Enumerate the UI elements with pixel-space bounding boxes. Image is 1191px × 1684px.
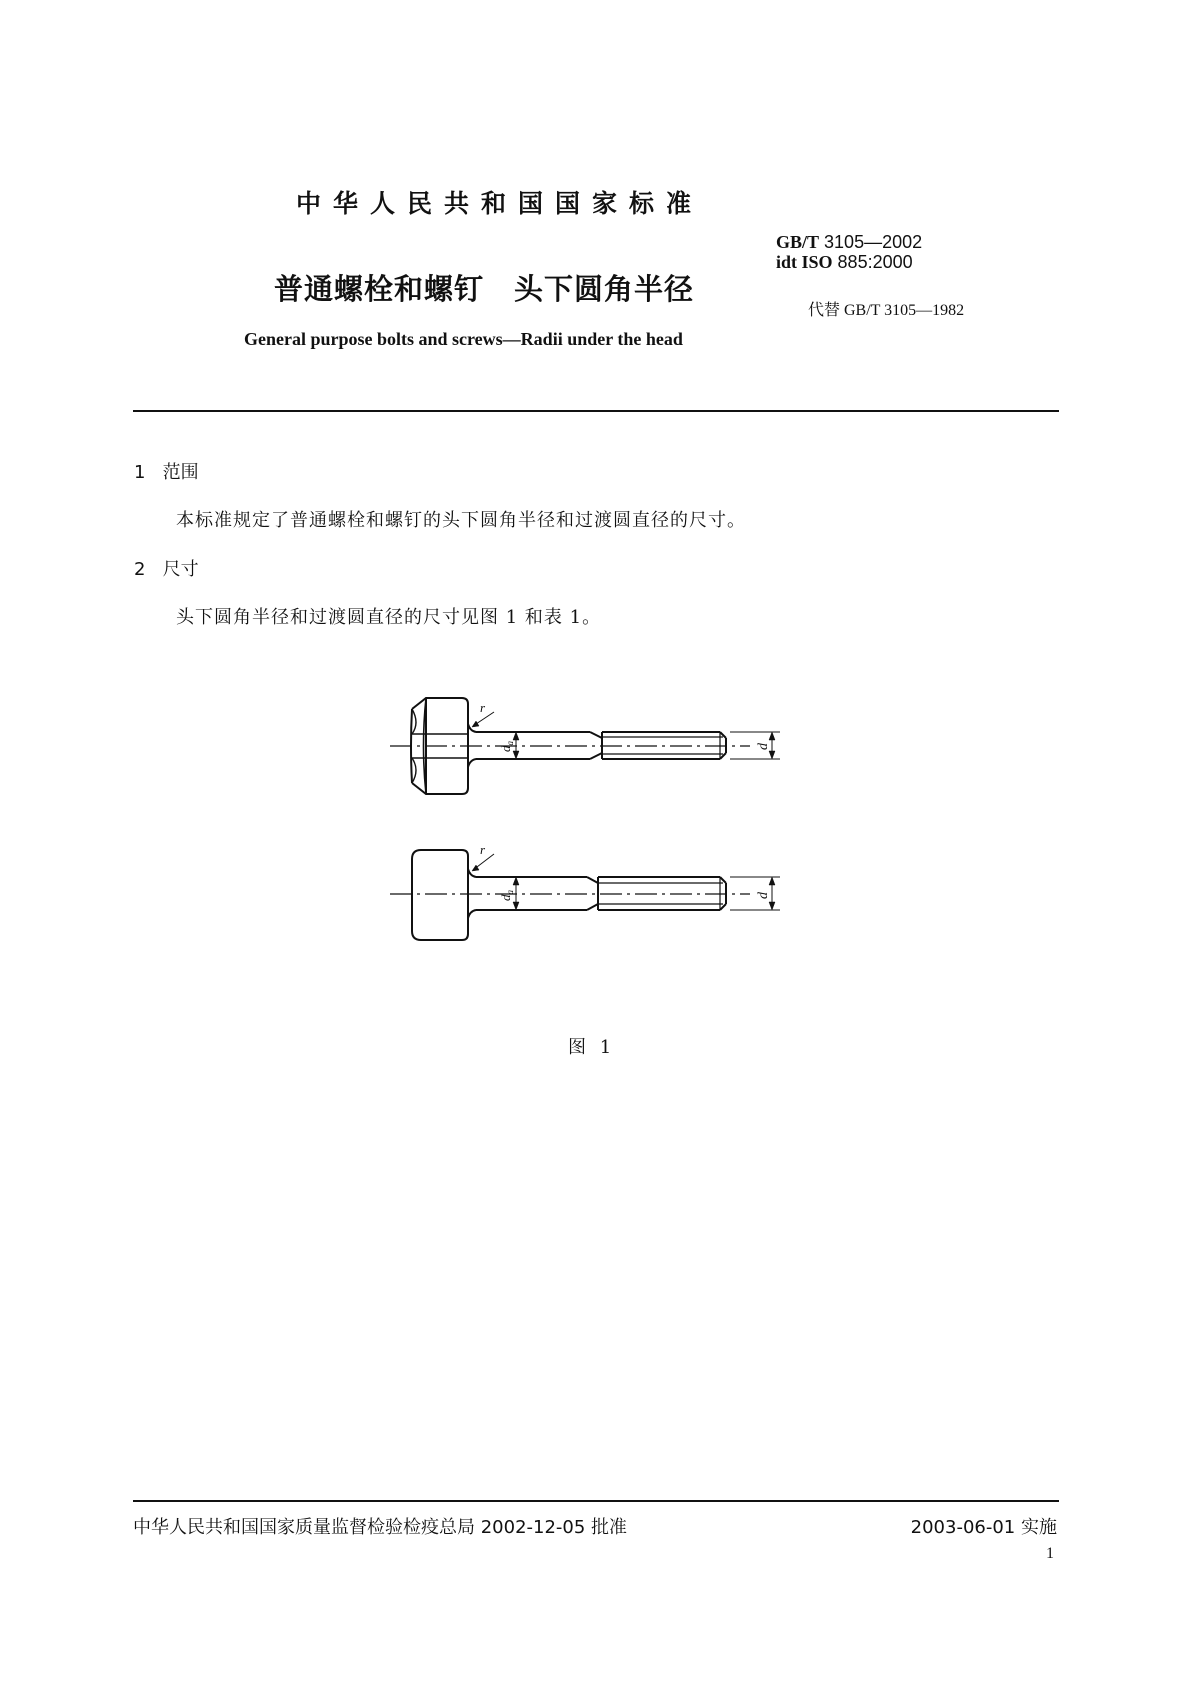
page-number: 1 bbox=[1046, 1545, 1054, 1562]
section-1-text: 本标准规定了普通螺栓和螺钉的头下圆角半径和过渡圆直径的尺寸。 bbox=[176, 510, 746, 531]
section-2-text: 头下圆角半径和过渡圆直径的尺寸见图 1 和表 1。 bbox=[176, 607, 602, 628]
issuing-authority: 中华人民共和国国家质量监督检验检疫总局 2002-12-05 批准 bbox=[133, 1517, 628, 1538]
figure-caption: 图 1 bbox=[568, 1037, 616, 1058]
title-english: General purpose bolts and screws—Radii under the head bbox=[244, 329, 683, 349]
hex-bolt-drawing bbox=[390, 698, 780, 794]
screw-radius-label: r bbox=[480, 842, 486, 857]
standard-code-block bbox=[776, 232, 922, 272]
section-2-heading: 2 尺寸 bbox=[134, 559, 199, 580]
header-divider bbox=[133, 410, 1059, 412]
bolt-screw-figure bbox=[390, 690, 810, 980]
footer-divider bbox=[133, 1500, 1059, 1502]
idt-reference: idt ISO 885:2000 bbox=[776, 252, 913, 272]
effective-date: 2003-06-01 实施 bbox=[910, 1517, 1057, 1538]
standard-category: 中华人民共和国国家标准 bbox=[295, 189, 703, 218]
cheese-head-screw-drawing bbox=[390, 850, 780, 940]
hex-bolt-radius-label: r bbox=[480, 700, 486, 715]
standard-code: GB/T 3105—2002 bbox=[776, 232, 923, 252]
hex-bolt-da-label: $d_a$ bbox=[498, 741, 515, 752]
title-chinese: 普通螺栓和螺钉 头下圆角半径 bbox=[274, 272, 695, 306]
screw-d-label: d bbox=[756, 892, 771, 899]
hex-bolt-d-label: d bbox=[756, 743, 771, 750]
screw-da-label: $d_a$ bbox=[498, 890, 515, 901]
section-1-heading: 1 范围 bbox=[134, 462, 199, 483]
replaces-standard: 代替 GB/T 3105—1982 bbox=[808, 302, 965, 319]
